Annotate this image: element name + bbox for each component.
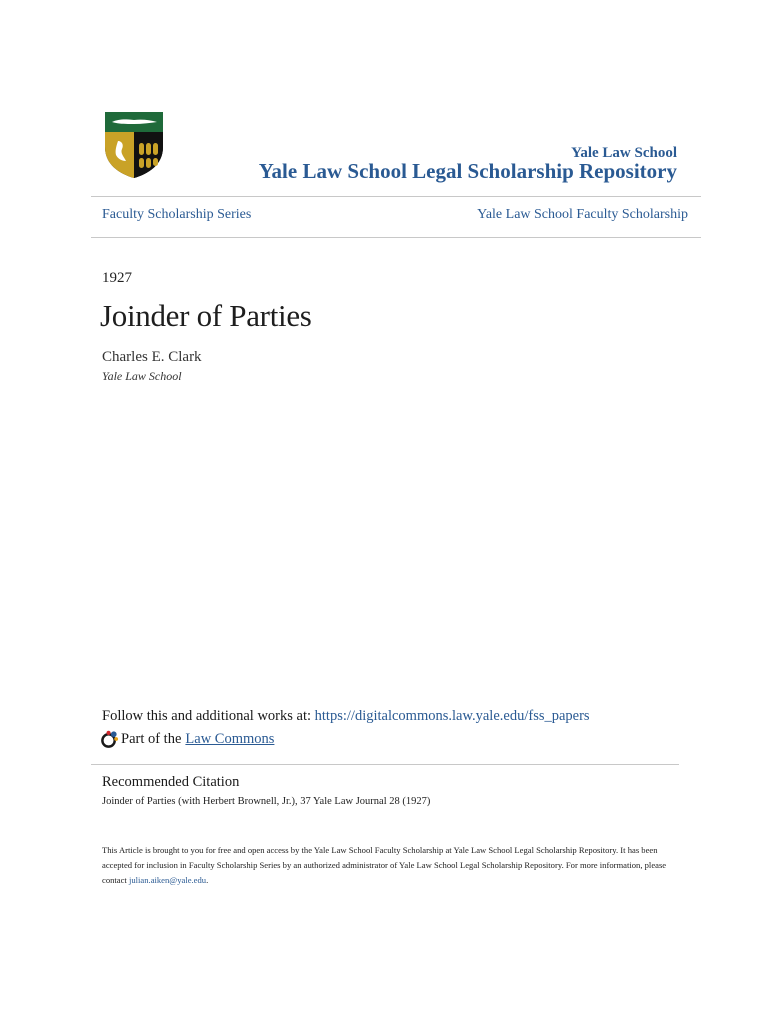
contact-email-link[interactable]: julian.aiken@yale.edu <box>128 875 207 885</box>
header-divider-top <box>91 196 701 197</box>
follow-prefix: Follow this and additional works at: <box>102 708 315 724</box>
publication-year: 1927 <box>102 270 132 286</box>
access-notice <box>102 843 672 888</box>
law-commons-link[interactable]: Law Commons <box>185 731 275 747</box>
article-title: Joinder of Parties <box>100 298 312 333</box>
header-divider-bottom <box>91 237 701 238</box>
author-name: Charles E. Clark <box>102 349 202 365</box>
follow-line <box>102 708 590 725</box>
recommended-citation-heading: Recommended Citation <box>102 774 240 790</box>
notice-suffix: . <box>206 875 209 885</box>
papers-url-link[interactable]: https://digitalcommons.law.yale.edu/fss_papers <box>314 708 590 724</box>
recommended-citation-text: Joinder of Parties (with Herbert Brownell, Jr.), 37 Yale Law Journal 28 (1927) <box>102 796 431 807</box>
notice-text: This Article is brought to you for free and open access by the Yale Law School Faculty Scholarship at Yale Law School Legal Scholarship Repository. It has been accepted for inclusion in Faculty Scholarship Series by an authorized administrator of Yale Law School Legal Scholarship Repository. For more information, please contact <box>102 845 667 885</box>
citation-divider <box>91 764 679 765</box>
part-of-line <box>100 730 274 749</box>
institution-name: Yale Law School <box>571 145 677 161</box>
digital-commons-network-icon <box>100 730 119 749</box>
author-affiliation: Yale Law School <box>102 369 182 383</box>
collection-link[interactable]: Yale Law School Faculty Scholarship <box>477 207 688 222</box>
repository-title: Yale Law School Legal Scholarship Repository <box>258 159 677 183</box>
series-link[interactable]: Faculty Scholarship Series <box>102 207 252 222</box>
yale-law-shield-icon <box>104 111 164 179</box>
part-of-prefix: Part of the <box>121 731 182 747</box>
